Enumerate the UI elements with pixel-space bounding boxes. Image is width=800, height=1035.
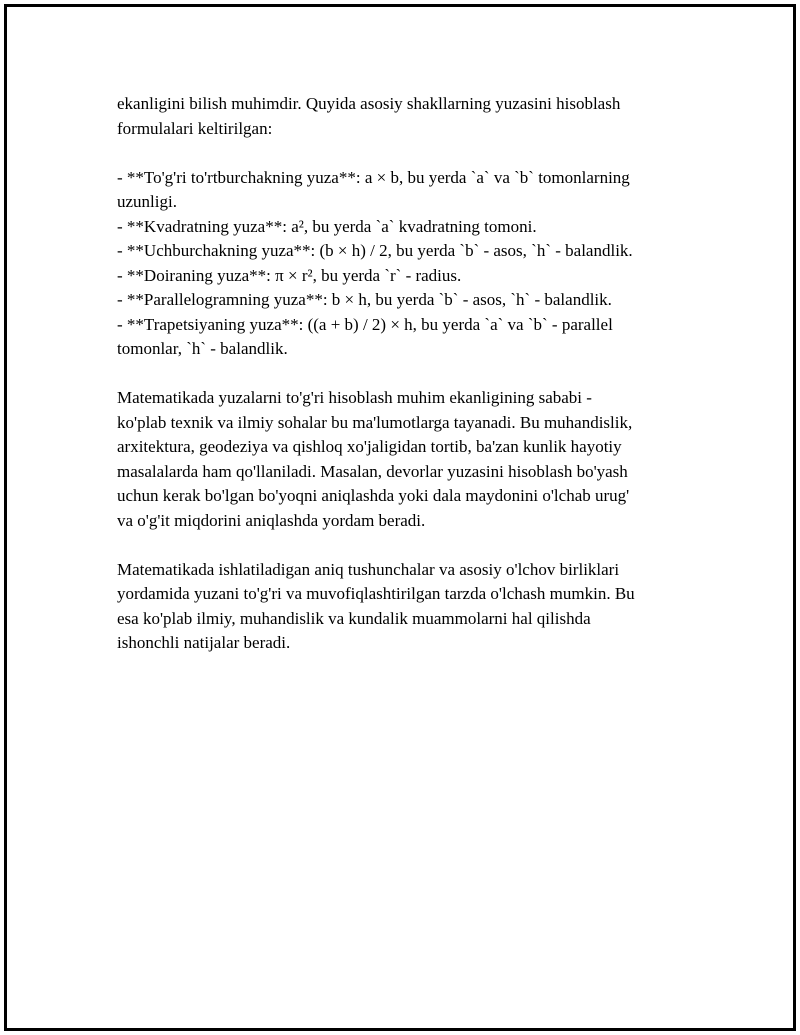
list-item-continuation: tomonlar, `h` - balandlik. [117, 339, 288, 358]
formula-list [117, 166, 697, 362]
text-line: uchun kerak bo'lgan bo'yoqni aniqlashda yoki dala maydonini o'lchab urug' [117, 486, 630, 505]
list-item: - **Parallelogramning yuza**: b × h, bu yerda `b` - asos, `h` - balandlik. [117, 290, 612, 309]
text-line: Matematikada ishlatiladigan aniq tushunchalar va asosiy o'lchov birliklari [117, 559, 620, 579]
text-line: formulalari keltirilgan: [117, 118, 273, 138]
paragraph-gap [117, 141, 697, 166]
paragraph-gap [117, 362, 697, 387]
text-line: arxitektura, geodeziya va qishloq xo'jaligidan tortib, ba'zan kunlik hayotiy [117, 437, 622, 456]
text-line: ekanligini bilish muhimdir. Quyida asosiy shakllarning yuzasini hisoblash [117, 94, 621, 113]
paragraph-intro [117, 92, 697, 141]
paragraph-gap [117, 533, 697, 558]
text-line: yordamida yuzani to'g'ri va muvofiqlashtirilgan tarzda o'lchash mumkin. Bu [117, 584, 635, 603]
list-item: - **Trapetsiyaning yuza**: ((a + b) / 2) × h, bu yerda `a` va `b` - parallel [117, 314, 613, 334]
paragraph-conclusion [117, 558, 697, 656]
text-line: esa ko'plab ilmiy, muhandislik va kundalik muammolarni hal qilishda [117, 608, 591, 628]
text-line: va o'g'it miqdorini aniqlashda yordam beradi. [117, 510, 426, 530]
document-body [117, 92, 697, 656]
text-line: masalalarda ham qo'llaniladi. Masalan, devorlar yuzasini hisoblash bo'yash [117, 461, 628, 481]
text-line: ko'plab texnik va ilmiy sohalar bu ma'lumotlarga tayanadi. Bu muhandislik, [117, 412, 633, 432]
text-line: ishonchli natijalar beradi. [117, 633, 291, 652]
list-item: - **Uchburchakning yuza**: (b × h) / 2, bu yerda `b` - asos, `h` - balandlik. [117, 241, 633, 260]
text-line: Matematikada yuzalarni to'g'ri hisoblash muhim ekanligining sababi - [117, 388, 592, 407]
list-item: - **Kvadratning yuza**: a², bu yerda `a` kvadratning tomoni. [117, 216, 537, 236]
list-item-continuation: uzunligi. [117, 192, 177, 211]
list-item: - **To'g'ri to'rtburchakning yuza**: a × b, bu yerda `a` va `b` tomonlarning [117, 167, 630, 187]
paragraph-importance [117, 386, 697, 533]
list-item: - **Doiraning yuza**: π × r², bu yerda `r` - radius. [117, 265, 462, 285]
